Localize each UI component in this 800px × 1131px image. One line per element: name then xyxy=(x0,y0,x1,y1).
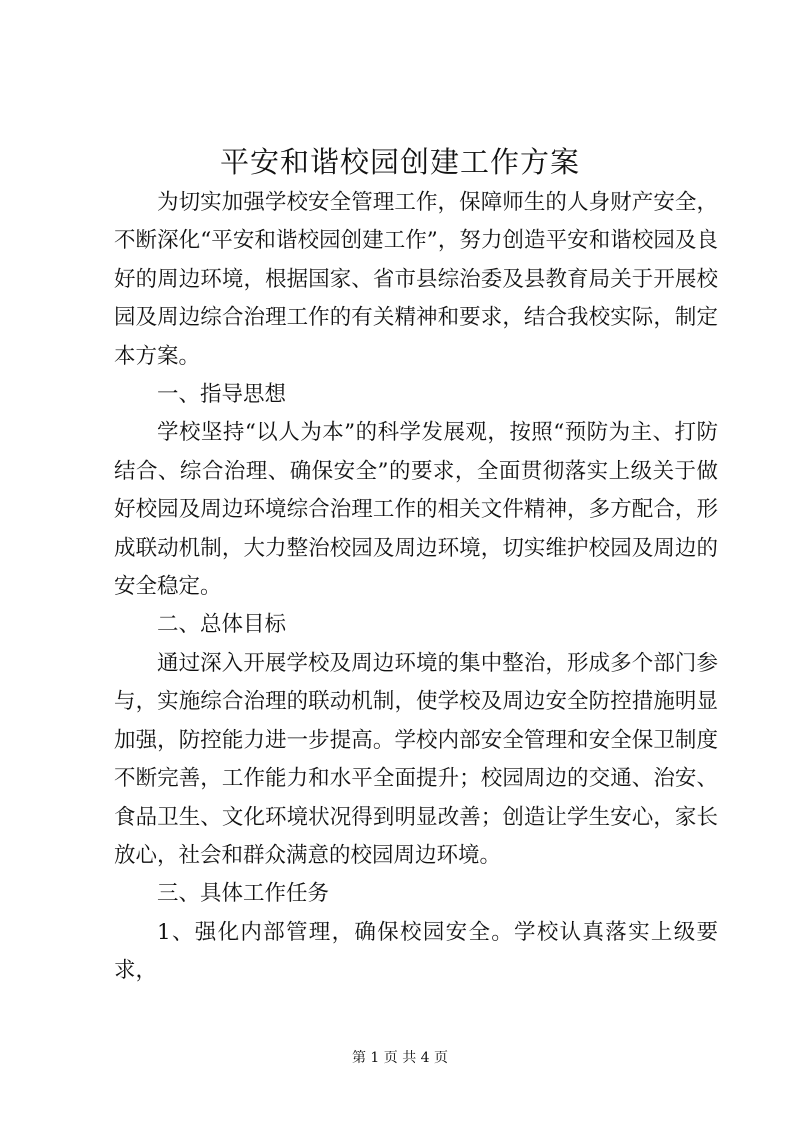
section-heading-overall-goal: 二、总体目标 xyxy=(157,612,287,638)
specific-tasks-paragraph: 1、强化内部管理，确保校园安全。学校认真落实上级要求， xyxy=(114,919,718,984)
section-heading-guiding-ideology: 一、指导思想 xyxy=(157,382,287,408)
guiding-ideology-paragraph: 学校坚持“以人为本”的科学发展观，按照“预防为主、打防结合、综合治理、确保安全”的要求，全面贯彻落实上级关于做好校园及周边环境综合治理工作的相关文件精神，多方配合，形成联动机制，大力整治校园及周边环境，切实维护校园及周边的安全稳定。 xyxy=(114,420,718,600)
section-heading-specific-tasks: 三、具体工作任务 xyxy=(157,881,330,907)
page-number-footer: 第 1 页 共 4 页 xyxy=(351,1050,449,1066)
overall-goal-paragraph: 通过深入开展学校及周边环境的集中整治，形成多个部门参与，实施综合治理的联动机制，使学校及周边安全防控措施明显加强，防控能力进一步提高。学校内部安全管理和安全保卫制度不断完善，工作能力和水平全面提升；校园周边的交通、治安、食品卫生、文化环境状况得到明显改善；创造让学生安心，家长放心，社会和群众满意的校园周边环境。 xyxy=(114,650,718,868)
document-title: 平安和谐校园创建工作方案 xyxy=(219,145,580,179)
document-body xyxy=(114,184,718,991)
intro-paragraph: 为切实加强学校安全管理工作，保障师生的人身财产安全，不断深化“平安和谐校园创建工作”，努力创造平安和谐校园及良好的周边环境，根据国家、省市县综治委及县教育局关于开展校园及周边综合治理工作的有关精神和要求，结合我校实际，制定本方案。 xyxy=(114,190,718,369)
